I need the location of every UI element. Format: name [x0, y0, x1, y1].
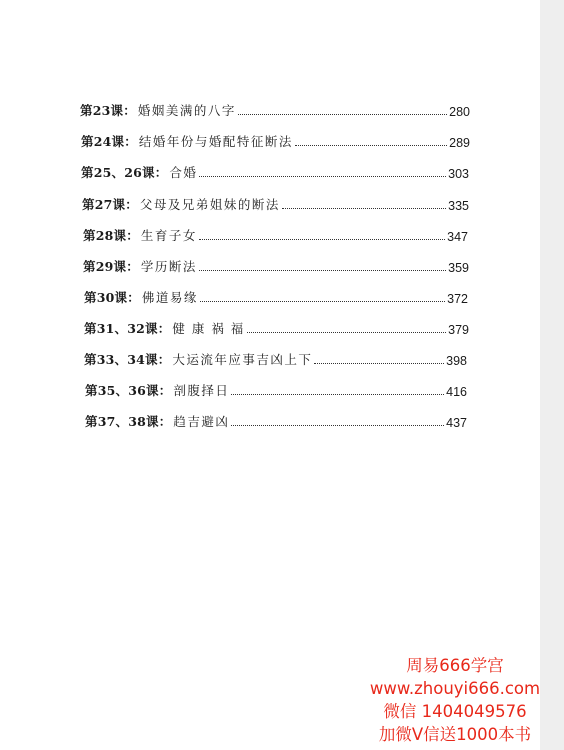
toc-page-number: 416 [446, 385, 467, 399]
toc-title: 婚姻美满的八字 [137, 103, 236, 118]
promo-watermark [345, 654, 564, 746]
toc-leader-dots [314, 363, 444, 364]
toc-title: 学历断法 [140, 259, 197, 274]
toc-title: 合婚 [169, 165, 198, 180]
toc-lesson-number: 第30课： [84, 290, 140, 305]
toc-leader-dots [238, 114, 447, 115]
toc-title: 趋吉避凶 [173, 414, 230, 429]
toc-lesson-number: 第24课： [81, 134, 137, 149]
watermark-offer: 加微V信送1000本书 [378, 725, 532, 744]
toc-lesson-number: 第23课： [80, 103, 136, 118]
toc-page-number: 372 [447, 292, 468, 306]
toc-title: 健 康 祸 福 [172, 321, 245, 336]
toc-leader-dots [231, 425, 444, 426]
toc-page-number: 437 [446, 416, 467, 430]
watermark-site-name: 周易666学宫 [406, 656, 504, 675]
toc-leader-dots [199, 176, 446, 177]
toc-title: 结婚年份与婚配特征断法 [138, 134, 293, 149]
toc-page-number: 280 [449, 105, 470, 119]
toc-lesson-number: 第31、32课： [84, 321, 171, 336]
toc-leader-dots [247, 332, 446, 333]
toc-lesson-number: 第35、36课： [85, 383, 172, 398]
toc-leader-dots [199, 239, 445, 240]
toc-entry [84, 319, 469, 337]
toc-entry [82, 195, 469, 213]
toc-lesson-number: 第29课： [83, 259, 139, 274]
watermark-url: www.zhouyi666.com [369, 679, 541, 698]
toc-lesson-number: 第37、38课： [85, 414, 172, 429]
toc-entry [85, 381, 467, 399]
toc-entry [83, 257, 469, 275]
toc-entry [84, 350, 467, 368]
toc-page-number: 303 [448, 167, 469, 181]
toc-leader-dots [295, 145, 447, 146]
toc-title: 剖腹择日 [173, 383, 230, 398]
toc-title: 大运流年应事吉凶上下 [172, 352, 313, 367]
toc-entry [85, 412, 467, 430]
watermark-wechat: 微信 1404049576 [383, 702, 527, 721]
toc-title: 佛道易缘 [141, 290, 198, 305]
toc-entry [81, 163, 469, 181]
toc-title: 生育子女 [140, 228, 197, 243]
toc-page-number: 289 [449, 136, 470, 150]
toc-page-number: 359 [448, 261, 469, 275]
toc-leader-dots [199, 270, 446, 271]
toc-title: 父母及兄弟姐妹的断法 [139, 197, 280, 212]
toc-lesson-number: 第27课： [82, 197, 138, 212]
toc-leader-dots [200, 301, 445, 302]
toc-entry [84, 288, 468, 306]
toc-lesson-number: 第28课： [83, 228, 139, 243]
toc-entry [83, 226, 468, 244]
toc-page-number: 347 [447, 230, 468, 244]
toc-lesson-number: 第33、34课： [84, 352, 171, 367]
toc-leader-dots [282, 208, 446, 209]
toc-page-number: 335 [448, 199, 469, 213]
toc-entry [81, 132, 470, 150]
toc-page-number: 379 [448, 323, 469, 337]
toc-leader-dots [231, 394, 444, 395]
toc-entry [80, 101, 470, 119]
toc-page-number: 398 [446, 354, 467, 368]
toc-lesson-number: 第25、26课： [81, 165, 168, 180]
